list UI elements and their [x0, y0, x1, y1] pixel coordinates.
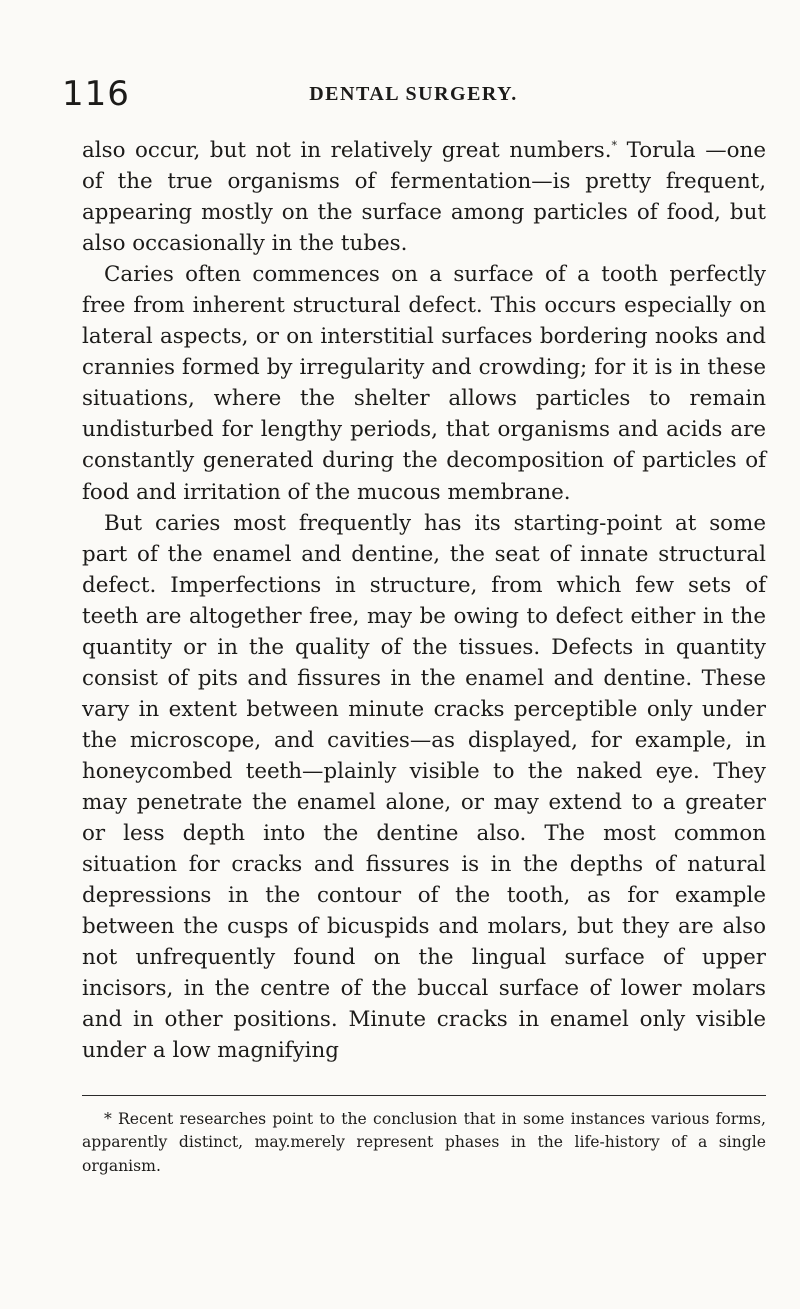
footnote-text: * Recent researches point to the conclusion that in some instances various forms, apparently distinct, may.merely represent phases in the life-history of a single organism.: [82, 1110, 766, 1175]
paragraph-1: [82, 135, 766, 259]
page-number: 116: [62, 74, 130, 114]
page-header: [62, 72, 757, 116]
paragraph-1-rest: Torula —one of the true organisms of fermentation—is pretty frequent, appearing mostly on the surface among particles of food, but also occasionally in the tubes.: [82, 138, 766, 257]
footnote: [82, 1108, 766, 1178]
paragraph-2: Caries often commences on a surface of a tooth perfectly free from inherent structural defect. This occurs especially on lateral aspects, or on interstitial surfaces bordering nooks and crannies formed by irregularity and crowding; for it is in these situations, where the shelter allows particles to remain undisturbed for lengthy periods, that organisms and acids are constantly generated during the decomposition of particles of food and irritation of the mucous membrane.: [82, 262, 766, 505]
footnote-reference-mark: *: [611, 138, 618, 152]
body-text: [82, 135, 766, 1066]
paragraph-3: But caries most frequently has its starting-point at some part of the enamel and dentine, the seat of innate structural defect. Imperfections in structure, from which few sets of teeth are altogether free, may be owing to defect either in the quantity or in the quality of the tissues. Defects in quantity consist of pits and fissures in the enamel and dentine. These vary in extent between minute cracks perceptible only under the microscope, and cavities—as displayed, for example, in honeycombed teeth—plainly visible to the naked eye. They may penetrate the enamel alone, or may extend to a greater or less depth into the dentine also. The most common situation for cracks and fissures is in the depths of natural depressions in the contour of the tooth, as for example between the cusps of bicuspids and molars, but they are also not unfrequently found on the lingual surface of upper incisors, in the centre of the buccal surface of lower molars and in other positions. Minute cracks in enamel only visible under a low magnifying: [82, 510, 766, 1064]
running-head: DENTAL SURGERY.: [309, 83, 518, 105]
paragraph-1-start: also occur, but not in relatively great numbers.: [82, 138, 612, 163]
footnote-divider: [82, 1095, 766, 1096]
